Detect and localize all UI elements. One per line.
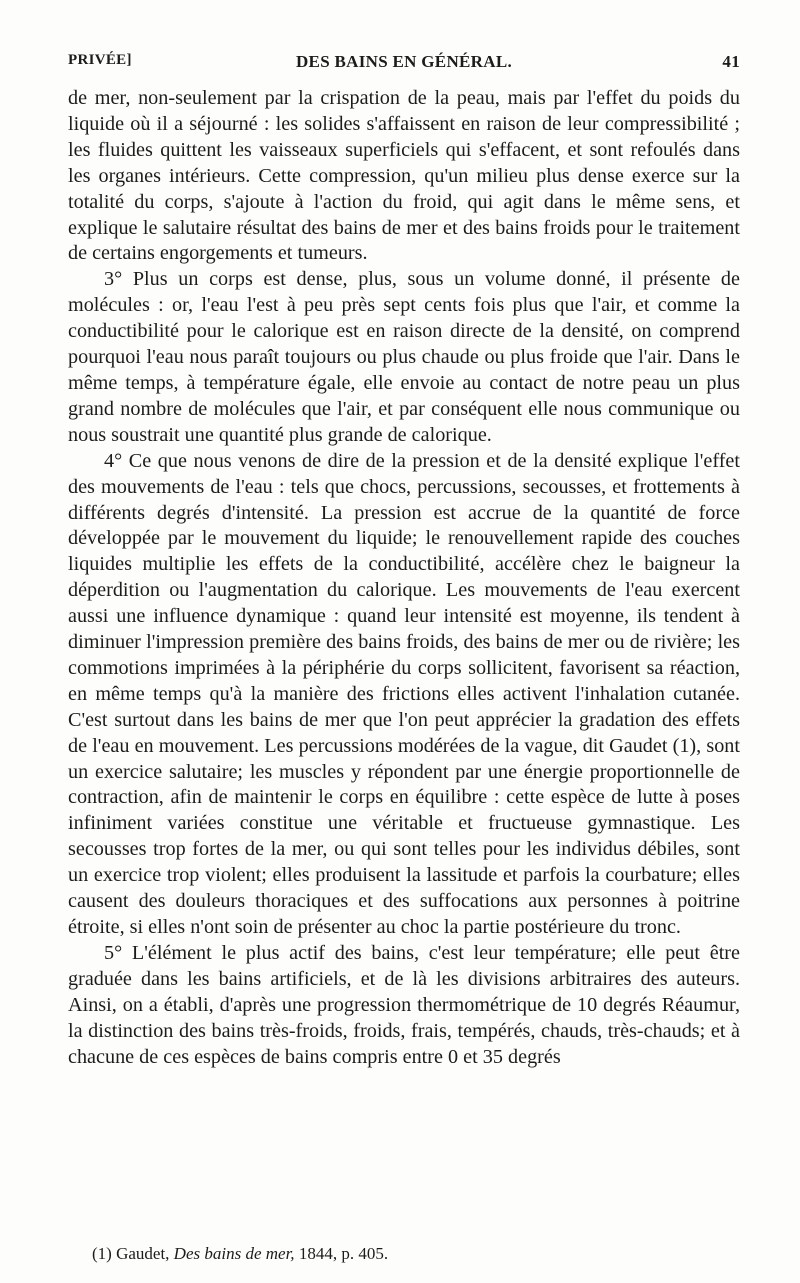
footnote (92, 1244, 740, 1264)
paragraph-3-density: 3° Plus un corps est dense, plus, sous un volume donné, il présente de molécules : or, l'eau l'est à peu près sept cents fois plus que l'air, et comme la conductibilité pour le calorique est en raison directe de la densité, on comprend pourquoi l'eau nous paraît toujours ou plus chaude ou plus froide que l'air. Dans le même temps, à température égale, elle envoie au contact de notre peau un plus grand nombre de molécules que l'air, et par conséquent elle nous communique ou nous soustrait une quantité plus grande de calorique. (68, 268, 740, 446)
footnote-details: 1844, p. 405. (298, 1244, 389, 1263)
running-head-title: DES BAINS EN GÉNÉRAL. (295, 52, 513, 71)
body-text (68, 86, 740, 1070)
running-head (68, 52, 740, 78)
footnote-title: Des bains de mer, (173, 1244, 295, 1263)
paragraph-5-temperature: 5° L'élément le plus actif des bains, c'est leur température; elle peut être graduée dans les bains artificiels, et de là les divisions arbitraires des auteurs. Ainsi, on a établi, d'après une progression thermométrique de 10 degrés Réaumur, la distinction des bains très-froids, froids, frais, tempérés, chauds, très-chauds; et à chacune de ces espèces de bains compris entre 0 et 35 degrés (68, 941, 740, 1068)
footnote-mark: (1) (92, 1244, 112, 1263)
paragraph-continuation: de mer, non-seulement par la crispation de la peau, mais par l'effet du poids du liquide où il a séjourné : les solides s'affaissent en raison de leur compressibilité ; les fluides quittent les vaisseaux superficiels qui s'effacent, et sont refoulés dans les organes intérieurs. Cette compression, qu'un milieu plus dense exerce sur la totalité du corps, s'ajoute à l'action du froid, qui agit dans le même sens, et explique le salutaire résultat des bains de mer et des bains froids pour le traitement de certains engorgements et tumeurs. (68, 87, 740, 265)
page-number: 41 (722, 52, 740, 71)
paragraph-4-water-movements: 4° Ce que nous venons de dire de la pression et de la densité explique l'effet des mouvements de l'eau : tels que chocs, percussions, secousses, et frottements à différents degrés d'intensité. La pression est accrue de la quantité de force développée par le mouvement du liquide; le renouvellement rapide des couches liquides multiplie les effets de la conductibilité, accélère chez le baigneur la déperdition ou l'augmentation du calorique. Les mouvements de l'eau exercent aussi une influence dynamique : quand leur intensité est moyenne, ils tendent à diminuer l'impression première des bains froids, des bains de mer ou de rivière; les commotions imprimées à la périphérie du corps sollicitent, favorisent sa réaction, en même temps qu'à la manière des frictions elles activent l'inhalation cutanée. C'est surtout dans les bains de mer que l'on peut apprécier la gradation des effets de l'eau en mouvement. Les percussions modérées de la vague, dit Gaudet (1), sont un exercice salutaire; les muscles y répondent par une énergie proportionnelle de contraction, afin de maintenir le corps en équilibre : cette espèce de lutte à poses infiniment variées constitue une véritable et fructueuse gymnastique. Les secousses trop fortes de la mer, ou qui sont telles pour les individus débiles, sont un exercice trop violent; elles produisent la lassitude et parfois la courbature; elles causent des douleurs thoraciques et des suffocations aux personnes à poitrine étroite, si elles n'ont soin de présenter au choc la partie postérieure du tronc. (68, 449, 740, 938)
footnote-author: Gaudet, (116, 1244, 170, 1263)
running-head-section: PRIVÉE] (68, 52, 132, 68)
